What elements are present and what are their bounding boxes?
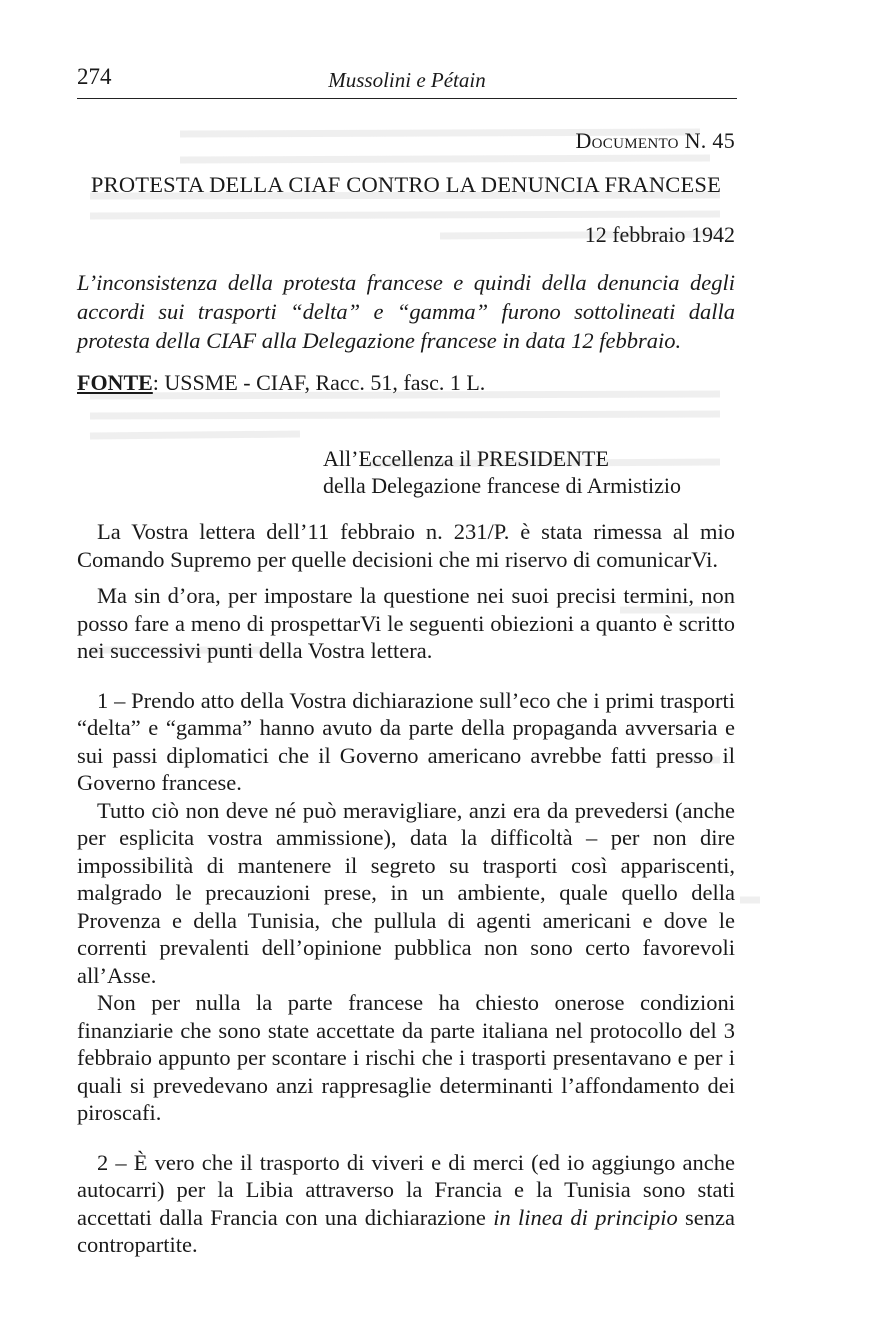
running-title: Mussolini e Pétain	[328, 68, 486, 92]
addressee-line-2: della Delegazione francese di Armistizio	[323, 473, 681, 498]
document-abstract: L’inconsistenza della protesta francese e quindi della denuncia degli accordi sui trasporti “delta” e “gamma” furono sottolineati dalla protesta della CIAF alla Delegazione francese in data 12 febbraio.	[77, 270, 735, 353]
document-number: N. 45	[684, 128, 735, 153]
page-header	[77, 64, 737, 99]
paragraph-5: Non per nulla la parte francese ha chiesto onerose condizioni finanziarie che sono state accettate da parte italiana nel protocollo del 3 febbraio appunto per scontare i rischi che i trasporti presentavano e per i quali si prevedevano anzi rappresaglie determinanti l’affondamento dei piroscafi.	[77, 990, 735, 1125]
letter-body	[77, 518, 735, 1259]
source-text: : USSME - CIAF, Racc. 51, fasc. 1 L.	[152, 370, 486, 395]
document-title: PROTESTA DELLA CIAF CONTRO LA DENUNCIA FRANCESE	[90, 172, 722, 197]
document-date: 12 febbraio 1942	[584, 222, 735, 247]
paragraph-4: Tutto ciò non deve né può meravigliare, anzi era da prevedersi (anche per esplicita vostra ammissione), data la difficoltà – per non dire impossibilità di mantenere il segreto su trasporti così appariscenti, malgrado le precauzioni prese, in un ambiente, quale quello della Provenza e della Tunisia, che pullula di agenti americani e dove le correnti prevalenti dell’opinione pubblica non sono certo favorevoli all’Asse.	[77, 797, 735, 988]
paragraph-6-italic: in linea di principio	[493, 1204, 678, 1230]
addressee-line-1: All’Eccellenza il PRESIDENTE	[323, 446, 609, 471]
document-label	[77, 128, 735, 154]
page-number: 274	[77, 64, 112, 89]
document-label-word: Documento	[575, 128, 679, 153]
source-label: FONTE	[77, 370, 153, 395]
source-line	[77, 370, 735, 396]
paragraph-6-start: 2 – È vero che il trasporto di viveri e di merci (ed io aggiungo anche autocarri) per la Libia attraverso la Francia e la Tunisia sono stati accettati dalla Francia con una dichiarazione	[77, 1149, 735, 1230]
paragraph-3: 1 – Prendo atto della Vostra dichiarazione sull’eco che i primi trasporti “delta” e “gamma” hanno avuto da parte della propaganda avversaria e sui passi diplomatici che il Governo americano avrebbe fatti presso il Governo francese.	[77, 687, 735, 795]
addressee	[323, 445, 743, 499]
paragraph-6	[77, 1149, 735, 1259]
paragraph-6-end: senza contropartite.	[77, 1204, 735, 1257]
paragraph-2: Ma sin d’ora, per impostare la questione nei suoi precisi termini, non posso fare a meno di prospettarVi le seguenti obiezioni a quanto è scritto nei successivi punti della Vostra lettera.	[77, 583, 735, 663]
paragraph-1: La Vostra lettera dell’11 febbraio n. 231/P. è stata rimessa al mio Comando Supremo per quelle decisioni che mi riservo di comunicarVi.	[77, 519, 735, 572]
